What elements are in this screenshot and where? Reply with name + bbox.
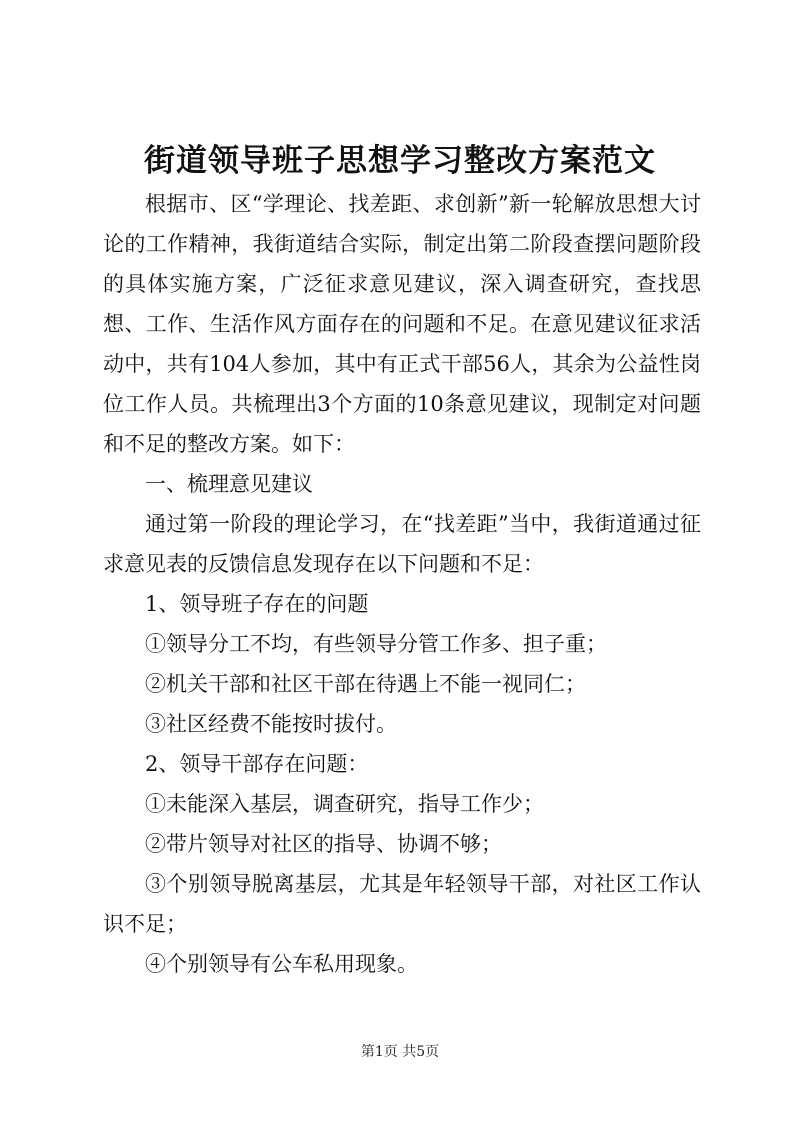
subsection-heading-2: 2、领导干部存在问题：: [145, 752, 369, 776]
list-item: ①领导分工不均，有些领导分管工作多、担子重；: [145, 632, 607, 656]
document-body: [103, 184, 701, 984]
list-item: ③个别领导脱离基层，尤其是年轻领导干部，对社区工作认识不足；: [103, 872, 701, 936]
document-title: 街道领导班子思想学习整改方案范文: [144, 143, 656, 179]
subsection-heading-1: 1、领导班子存在的问题: [145, 592, 369, 616]
section-paragraph: 通过第一阶段的理论学习，在“找差距”当中，我街道通过征求意见表的反馈信息发现存在以下问题和不足：: [103, 512, 701, 576]
section-heading-1: 一、梳理意见建议: [145, 472, 313, 496]
list-item: ②机关干部和社区干部在待遇上不能一视同仁；: [145, 672, 586, 696]
list-item: ②带片领导对社区的指导、协调不够；: [145, 832, 502, 856]
list-item: ③社区经费不能按时拔付。: [145, 712, 397, 736]
list-item: ①未能深入基层，调查研究，指导工作少；: [145, 792, 544, 816]
intro-paragraph: 根据市、区“学理论、找差距、求创新”新一轮解放思想大讨论的工作精神，我街道结合实际，制定出第二阶段查摆问题阶段的具体实施方案，广泛征求意见建议，深入调查研究，查找思想、工作、生活作风方面存在的问题和不足。在意见建议征求活动中，共有104人参加，其中有正式干部56人，其余为公益性岗位工作人员。共梳理出3个方面的10条意见建议，现制定对问题和不足的整改方案。如下：: [103, 192, 701, 456]
list-item: ④个别领导有公车私用现象。: [145, 952, 418, 976]
page-number: 第1页 共5页: [360, 1044, 440, 1060]
